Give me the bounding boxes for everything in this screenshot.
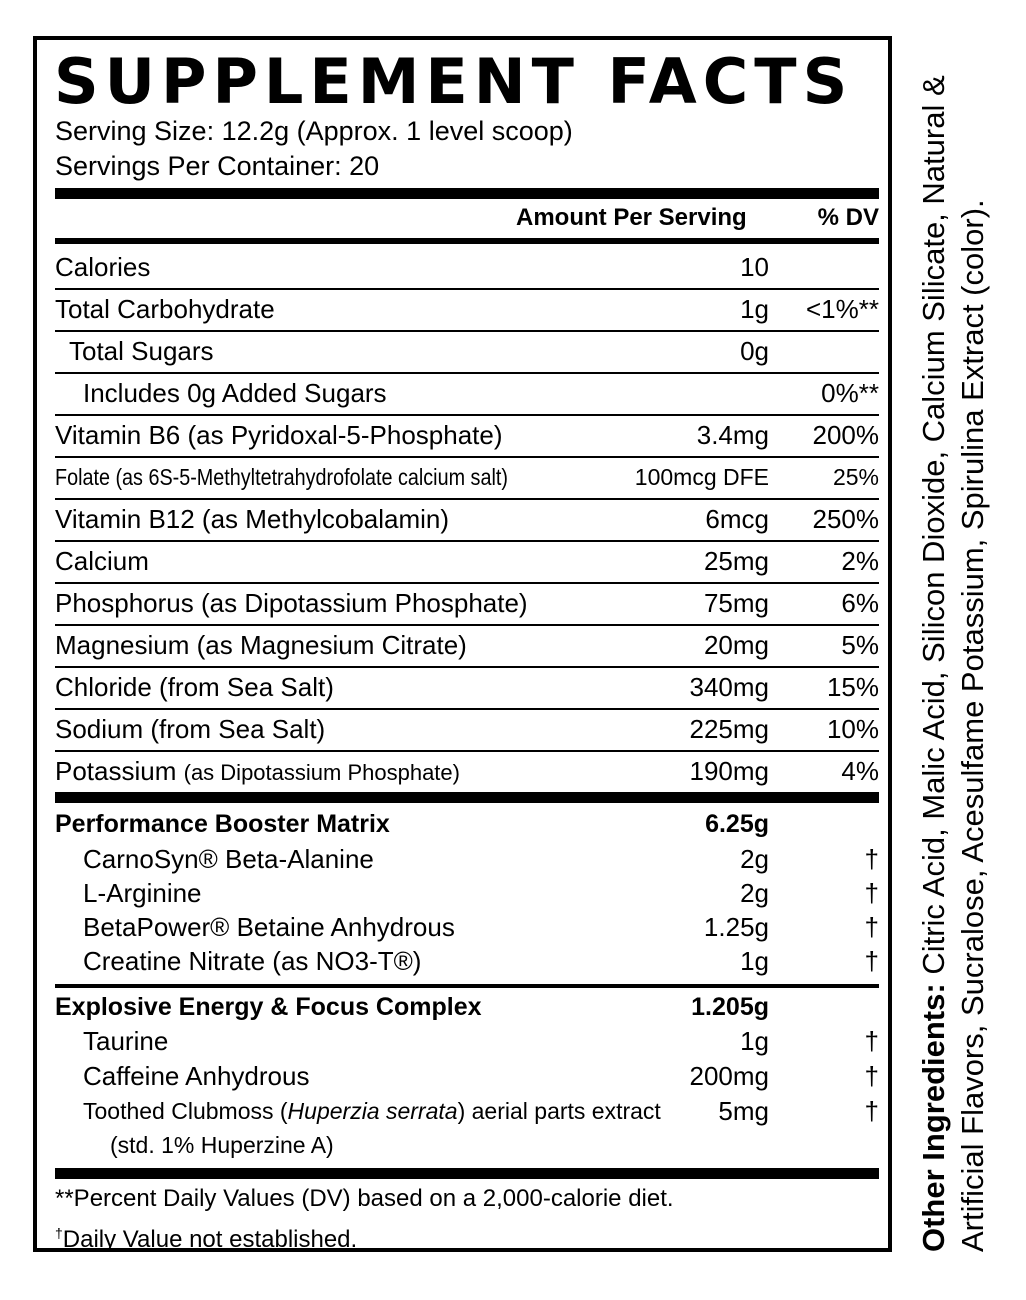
nutrient-name: Calories	[55, 252, 151, 282]
ingredient-dv: †	[864, 1096, 879, 1126]
nutrient-name: Vitamin B6 (as Pyridoxal-5-Phosphate)	[55, 420, 503, 450]
nutrient-dv: 2%	[841, 546, 879, 576]
nutrient-name: Magnesium (as Magnesium Citrate)	[55, 630, 467, 660]
nutrient-name	[55, 755, 460, 789]
nutrient-dv: <1%**	[806, 294, 879, 324]
dv-footnote: **Percent Daily Values (DV) based on a 2,000-calorie diet.	[55, 1185, 674, 1212]
nutrient-dv: 10%	[826, 714, 879, 744]
ingredient-name: Taurine	[83, 1026, 169, 1056]
nutrient-name: Total Carbohydrate	[55, 294, 275, 324]
dagger-symbol: †	[55, 1225, 63, 1241]
nutrient-amount: 3.4mg	[696, 420, 769, 450]
row-divider	[55, 414, 879, 416]
servings-per-container: Servings Per Container: 20	[55, 151, 380, 181]
nutrient-amount: 190mg	[689, 756, 769, 786]
dagger-footnote	[55, 1218, 357, 1255]
nutrient-dv: 4%	[841, 756, 879, 786]
blend-divider	[55, 984, 879, 988]
nutrient-amount: 340mg	[689, 672, 769, 702]
nutrient-name: Total Sugars	[69, 336, 214, 366]
ingredient-name-post: ) aerial parts extract	[457, 1098, 661, 1124]
row-divider	[55, 372, 879, 374]
ingredient-name-pre: Toothed Clubmoss (	[83, 1098, 288, 1124]
serving-size: Serving Size: 12.2g (Approx. 1 level scoop)	[55, 116, 573, 146]
ingredient-name: Creatine Nitrate (as NO3-T®)	[83, 946, 422, 976]
ingredient-amount: 1.25g	[703, 912, 769, 942]
ingredient-name: Caffeine Anhydrous	[83, 1061, 310, 1091]
nutrient-name: Chloride (from Sea Salt)	[55, 672, 334, 702]
thick-divider	[55, 792, 879, 803]
ingredient-amount: 5mg	[718, 1096, 769, 1126]
row-divider	[55, 498, 879, 500]
nutrient-name: Sodium (from Sea Salt)	[55, 714, 326, 744]
ingredient-dv: †	[864, 946, 879, 976]
nutrient-amount: 75mg	[703, 588, 769, 618]
ingredient-amount: 200mg	[689, 1061, 769, 1091]
row-divider	[55, 708, 879, 710]
nutrient-dv: 250%	[812, 504, 879, 534]
nutrient-name-suffix: (as Dipotassium Phosphate)	[183, 760, 460, 785]
ingredient-latin-name: Huperzia serrata	[287, 1098, 458, 1124]
ingredient-dv: †	[864, 1061, 879, 1091]
row-divider	[55, 288, 879, 290]
ingredient-amount: 2g	[740, 878, 769, 908]
dagger-note: Daily Value not established.	[62, 1226, 358, 1253]
nutrient-amount: 25mg	[703, 546, 769, 576]
blend-amount: 1.205g	[691, 993, 769, 1021]
nutrient-name: Vitamin B12 (as Methylcobalamin)	[55, 504, 450, 534]
ingredient-dv: †	[864, 844, 879, 874]
dv-header: % DV	[817, 204, 879, 231]
blend-name: Explosive Energy & Focus Complex	[55, 993, 482, 1021]
other-ingredients-text: Citric Acid, Malic Acid, Silicon Dioxide, Calcium Silicate, Natural & Artificial Flavors, Sucralose, Acesulfame Potassium, Spirulina Extract (color).	[916, 75, 990, 1252]
nutrient-amount: 20mg	[703, 630, 769, 660]
nutrient-amount: 6mcg	[705, 504, 769, 534]
nutrient-amount: 100mcg DFE	[634, 464, 769, 490]
ingredient-name: CarnoSyn® Beta-Alanine	[83, 844, 374, 874]
ingredient-amount: 2g	[740, 844, 769, 874]
amount-per-serving-header: Amount Per Serving	[516, 204, 747, 231]
ingredient-dv: †	[864, 1026, 879, 1056]
thick-divider	[55, 188, 879, 199]
nutrient-name: Folate (as 6S-5-Methyltetrahydrofolate calcium salt)	[55, 464, 508, 490]
nutrient-amount: 1g	[740, 294, 769, 324]
other-ingredients	[914, 52, 992, 1252]
blend-name: Performance Booster Matrix	[55, 810, 390, 838]
nutrient-amount: 225mg	[689, 714, 769, 744]
nutrient-dv: 0%**	[821, 378, 879, 408]
nutrient-dv: 25%	[832, 464, 879, 490]
ingredient-name: L-Arginine	[83, 878, 202, 908]
nutrient-amount: 0g	[740, 336, 769, 366]
nutrient-name: Calcium	[55, 546, 149, 576]
row-divider	[55, 750, 879, 752]
ingredient-dv: †	[864, 878, 879, 908]
row-divider	[55, 540, 879, 542]
medium-divider	[55, 238, 879, 244]
ingredient-name: BetaPower® Betaine Anhydrous	[83, 912, 455, 942]
ingredient-amount: 1g	[740, 1026, 769, 1056]
row-divider	[55, 624, 879, 626]
nutrient-dv: 15%	[826, 672, 879, 702]
other-ingredients-label: Other Ingredients:	[916, 983, 951, 1252]
nutrient-dv: 6%	[841, 588, 879, 618]
row-divider	[55, 666, 879, 668]
row-divider	[55, 582, 879, 584]
blend-amount: 6.25g	[705, 810, 769, 838]
thick-divider	[55, 1168, 879, 1179]
row-divider	[55, 330, 879, 332]
row-divider	[55, 456, 879, 458]
nutrient-amount: 10	[740, 252, 769, 282]
ingredient-name-line2: (std. 1% Huperzine A)	[110, 1132, 334, 1158]
nutrient-name: Phosphorus (as Dipotassium Phosphate)	[55, 588, 528, 618]
ingredient-dv: †	[864, 912, 879, 942]
nutrient-dv: 200%	[812, 420, 879, 450]
ingredient-amount: 1g	[740, 946, 769, 976]
ingredient-name	[83, 1095, 661, 1127]
nutrient-name-main: Potassium	[55, 756, 177, 786]
panel-title: SUPPLEMENT FACTS	[54, 45, 854, 118]
nutrient-dv: 5%	[841, 630, 879, 660]
nutrient-name: Includes 0g Added Sugars	[83, 378, 387, 408]
